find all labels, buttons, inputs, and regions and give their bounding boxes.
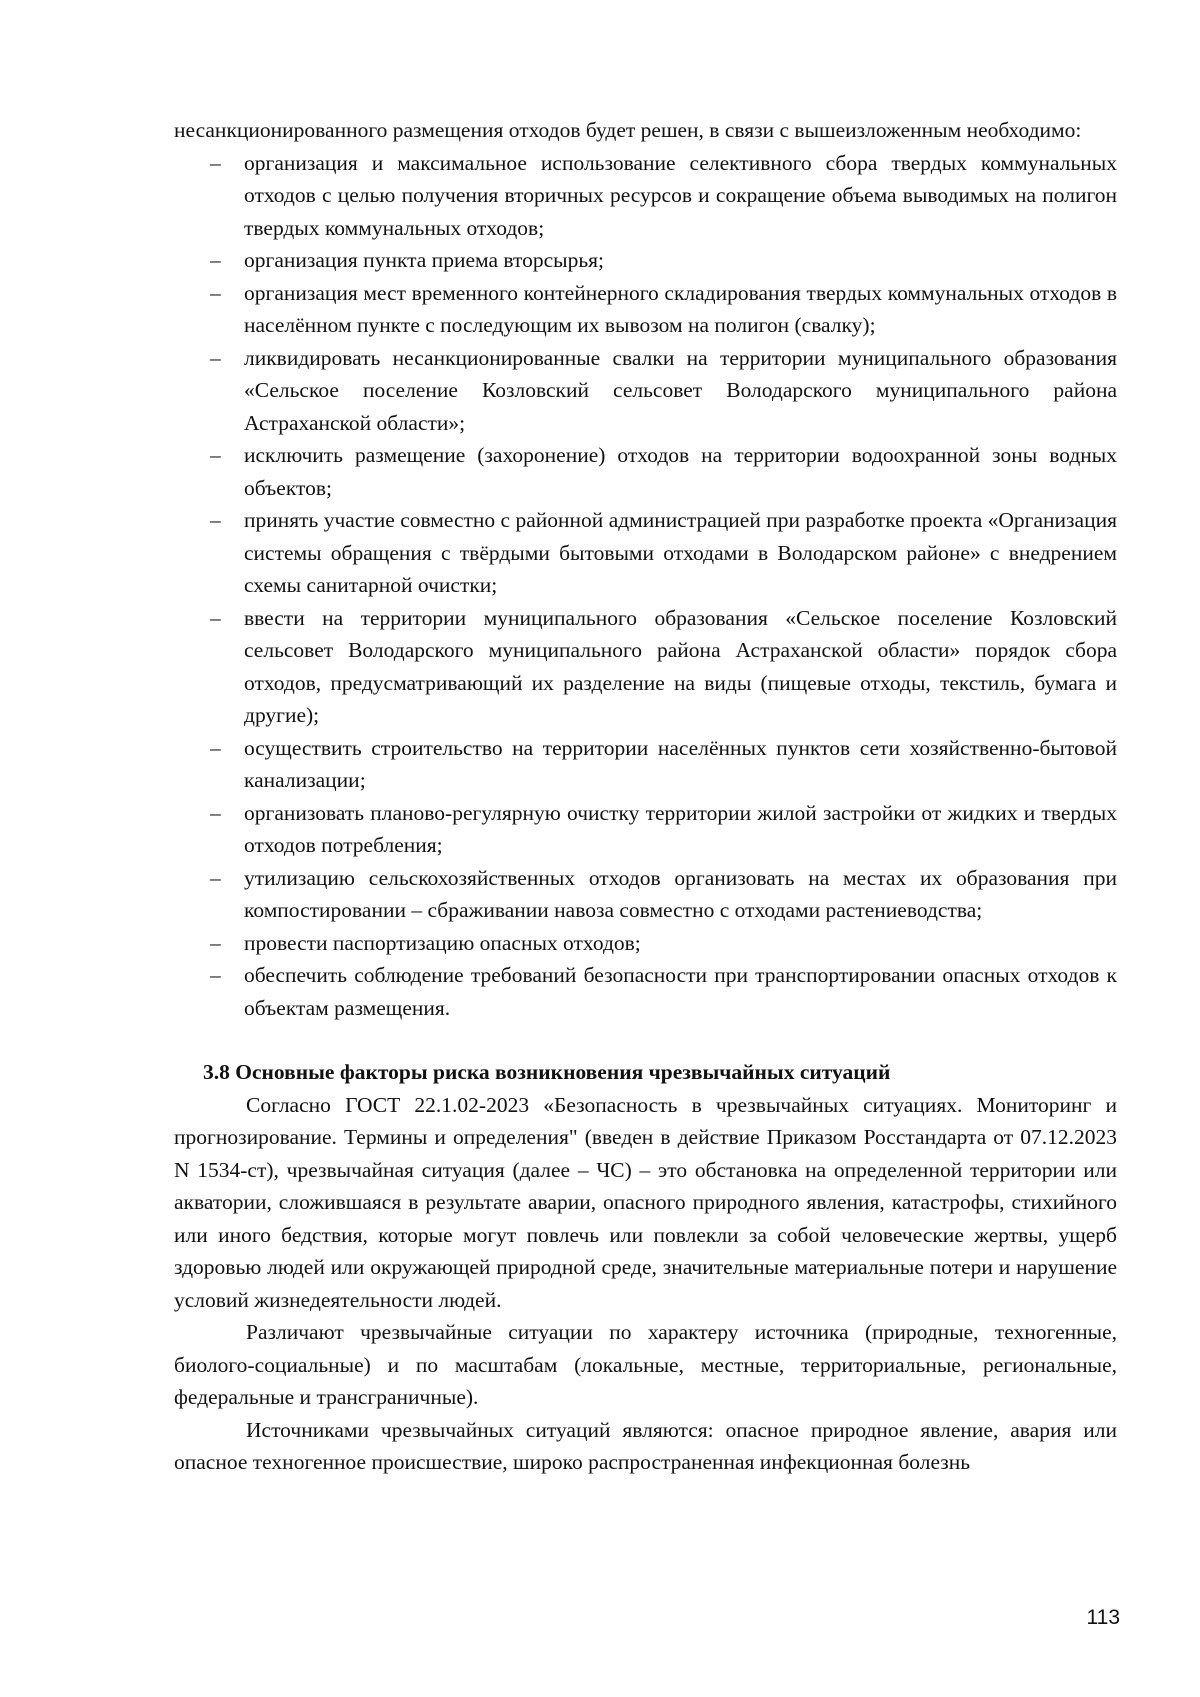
list-item-text: принять участие совместно с районной администрацией при разработке проекта «Организация системы обращения с твёрдыми бытовыми отходами в Володарском районе» с внедрением схемы санитарной очистки;: [244, 508, 1117, 597]
bullet-marker: –: [210, 280, 221, 305]
body-paragraph: Источниками чрезвычайных ситуаций являются: опасное природное явление, авария или опасное техногенное происшествие, широко распространенная инфекционная болезнь: [174, 1417, 1117, 1474]
list-item-text: провести паспортизацию опасных отходов;: [244, 930, 641, 955]
list-item-text: утилизацию сельскохозяйственных отходов организовать на местах их образования при компостировании – сбраживании навоза совместно с отходами растениеводства;: [244, 865, 1117, 922]
list-item: [174, 147, 1117, 245]
list-item: [174, 732, 1117, 797]
list-item: [174, 244, 1117, 277]
list-item-text: организовать планово-регулярную очистку территории жилой застройки от жидких и твердых отходов потребления;: [244, 800, 1117, 857]
intro-paragraph: несанкционированного размещения отходов будет решен, в связи с вышеизложенным необходимо:: [174, 118, 1082, 142]
list-item-text: обеспечить соблюдение требований безопасности при транспортировании опасных отходов к объектам размещения.: [244, 963, 1117, 1020]
bullet-marker: –: [210, 508, 221, 532]
bullet-marker: –: [210, 735, 221, 760]
list-item: [174, 797, 1117, 862]
list-item-text: осуществить строительство на территории населённых пунктов сети хозяйственно-бытовой канализации;: [244, 735, 1117, 792]
list-item: [174, 504, 1117, 602]
bullet-marker: –: [210, 930, 221, 955]
bullet-marker: –: [210, 800, 221, 825]
page-number: 113: [1086, 1606, 1120, 1629]
list-item: [174, 927, 1117, 960]
list-item: [174, 862, 1117, 927]
section-heading: 3.8 Основные факторы риска возникновения чрезвычайных ситуаций: [203, 1060, 891, 1084]
list-item-text: ликвидировать несанкционированные свалки на территории муниципального образования «Сельское поселение Козловский сельсовет Володарского муниципального района Астраханской области»;: [244, 345, 1117, 435]
list-item-text: организация мест временного контейнерного складирования твердых коммунальных отходов в населённом пункте с последующим их вывозом на полигон (свалку);: [244, 280, 1117, 337]
bullet-marker: –: [210, 963, 221, 987]
bullet-marker: –: [210, 345, 221, 370]
list-item-text: ввести на территории муниципального образования «Сельское поселение Козловский сельсовет Володарского муниципального района Астраханской области» порядок сбора отходов, предусматривающий их разделение на виды (пищевые отходы, текстиль, бумага и другие);: [244, 605, 1117, 727]
bullet-marker: –: [210, 605, 221, 630]
document-page: [174, 114, 1117, 1479]
bullet-marker: –: [210, 443, 221, 467]
bullet-marker: –: [210, 865, 221, 890]
bullet-marker: –: [210, 248, 221, 272]
measures-list: [174, 147, 1117, 1025]
list-item: [174, 602, 1117, 732]
body-paragraph: Различают чрезвычайные ситуации по характеру источника (природные, техногенные, биолого-социальные) и по масштабам (локальные, местные, территориальные, региональные, федеральные и трансграничные).: [174, 1320, 1117, 1409]
list-item-text: исключить размещение (захоронение) отходов на территории водоохранной зоны водных объектов;: [244, 443, 1117, 500]
body-paragraph: Согласно ГОСТ 22.1.02-2023 «Безопасность в чрезвычайных ситуациях. Мониторинг и прогнозирование. Термины и определения" (введен в действие Приказом Росстандарта от 07.12.2023 N 1534-ст), чрезвычайная ситуация (далее – ЧС) – это обстановка на определенной территории или акватории, сложившаяся в результате аварии, опасного природного явления, катастрофы, стихийного или иного бедствия, которые могут повлечь или повлекли за собой человеческие жертвы, ущерб здоровью людей или окружающей природной среде, значительные материальные потери и нарушение условий жизнедеятельности людей.: [174, 1092, 1117, 1312]
list-item: [174, 959, 1117, 1024]
list-item-text: организация пункта приема вторсырья;: [244, 248, 604, 272]
list-item: [174, 277, 1117, 342]
list-item: [174, 439, 1117, 504]
list-item-text: организация и максимальное использование селективного сбора твердых коммунальных отходов с целью получения вторичных ресурсов и сокращение объема выводимых на полигон твердых коммунальных отходов;: [244, 150, 1117, 240]
list-item: [174, 342, 1117, 440]
bullet-marker: –: [210, 150, 221, 175]
